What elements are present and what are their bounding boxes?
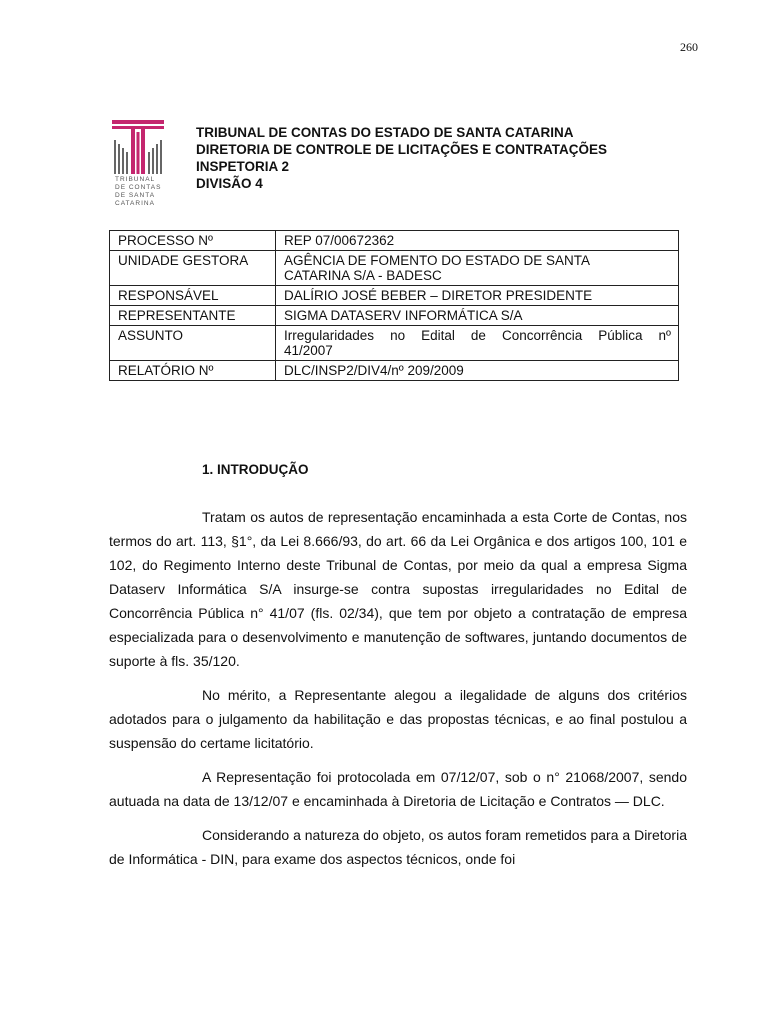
row-value <box>276 251 679 286</box>
paragraph: A Representação foi protocolada em 07/12/07, sob o n° 21068/2007, sendo autuada na data de 13/12/07 e encaminhada à Diretoria de Licitação e Contratos — DLC. <box>109 769 687 809</box>
header-inspectorate: INSPETORIA 2 <box>196 159 290 174</box>
process-info-table <box>109 230 679 381</box>
row-value-line: AGÊNCIA DE FOMENTO DO ESTADO DE SANTA <box>284 253 591 268</box>
paragraph: No mérito, a Representante alegou a ilegalidade de alguns dos critérios adotados para o julgamento da habilitação e das propostas técnicas, e ao final postulou a suspensão do certame licitatório. <box>109 687 687 751</box>
paragraph: Considerando a natureza do objeto, os autos foram remetidos para a Diretoria de Informática - DIN, para exame dos aspectos técnicos, onde foi <box>109 827 687 867</box>
table-row <box>110 231 679 251</box>
row-label: ASSUNTO <box>110 326 276 361</box>
header-directorate: DIRETORIA DE CONTROLE DE LICITAÇÕES E CONTRATAÇÕES <box>196 142 608 157</box>
tce-emblem-icon <box>110 118 166 176</box>
paragraph: Tratam os autos de representação encaminhada a esta Corte de Contas, nos termos do art. 113, §1°, da Lei 8.666/93, do art. 66 da Lei Orgânica e dos artigos 100, 101 e 102, do Regimento Interno deste Tribunal de Contas, por meio da qual a empresa Sigma Dataserv Informática S/A insurge-se contra supostas irregularidades no Edital de Concorrência Pública n° 41/07 (fls. 02/34), que tem por objeto a contratação de empresa especializada para o desenvolvimento e manutenção de softwares, juntando documentos de suporte à fls. 35/120. <box>109 509 687 669</box>
row-value: DALÍRIO JOSÉ BEBER – DIRETOR PRESIDENTE <box>276 286 679 306</box>
table-row <box>110 306 679 326</box>
table-row <box>110 251 679 286</box>
header-division: DIVISÃO 4 <box>196 176 263 191</box>
row-value-line: 41/2007 <box>284 343 333 358</box>
table-row <box>110 326 679 361</box>
row-label: PROCESSO Nº <box>110 231 276 251</box>
logo-word: CATARINA <box>115 200 155 207</box>
row-value: DLC/INSP2/DIV4/nº 209/2009 <box>276 361 679 381</box>
logo-word: TRIBUNAL <box>115 176 156 183</box>
tce-logo <box>110 118 166 214</box>
document-header <box>196 124 607 192</box>
row-value-line: Irregularidades no Edital de Concorrência Pública nº <box>284 328 671 343</box>
row-label: UNIDADE GESTORA <box>110 251 276 286</box>
row-value-line: CATARINA S/A - BADESC <box>284 268 442 283</box>
row-value: REP 07/00672362 <box>276 231 679 251</box>
table-row <box>110 361 679 381</box>
section-title: 1. INTRODUÇÃO <box>202 462 309 477</box>
page-number: 260 <box>680 40 698 54</box>
table-row <box>110 286 679 306</box>
row-value <box>276 326 679 361</box>
body-text <box>109 505 687 881</box>
row-label: RESPONSÁVEL <box>110 286 276 306</box>
header-court: TRIBUNAL DE CONTAS DO ESTADO DE SANTA CATARINA <box>196 125 574 140</box>
row-label: RELATÓRIO Nº <box>110 361 276 381</box>
row-label: REPRESENTANTE <box>110 306 276 326</box>
logo-word: DE SANTA <box>115 192 156 199</box>
logo-word: DE CONTAS <box>115 184 162 191</box>
row-value: SIGMA DATASERV INFORMÁTICA S/A <box>276 306 679 326</box>
